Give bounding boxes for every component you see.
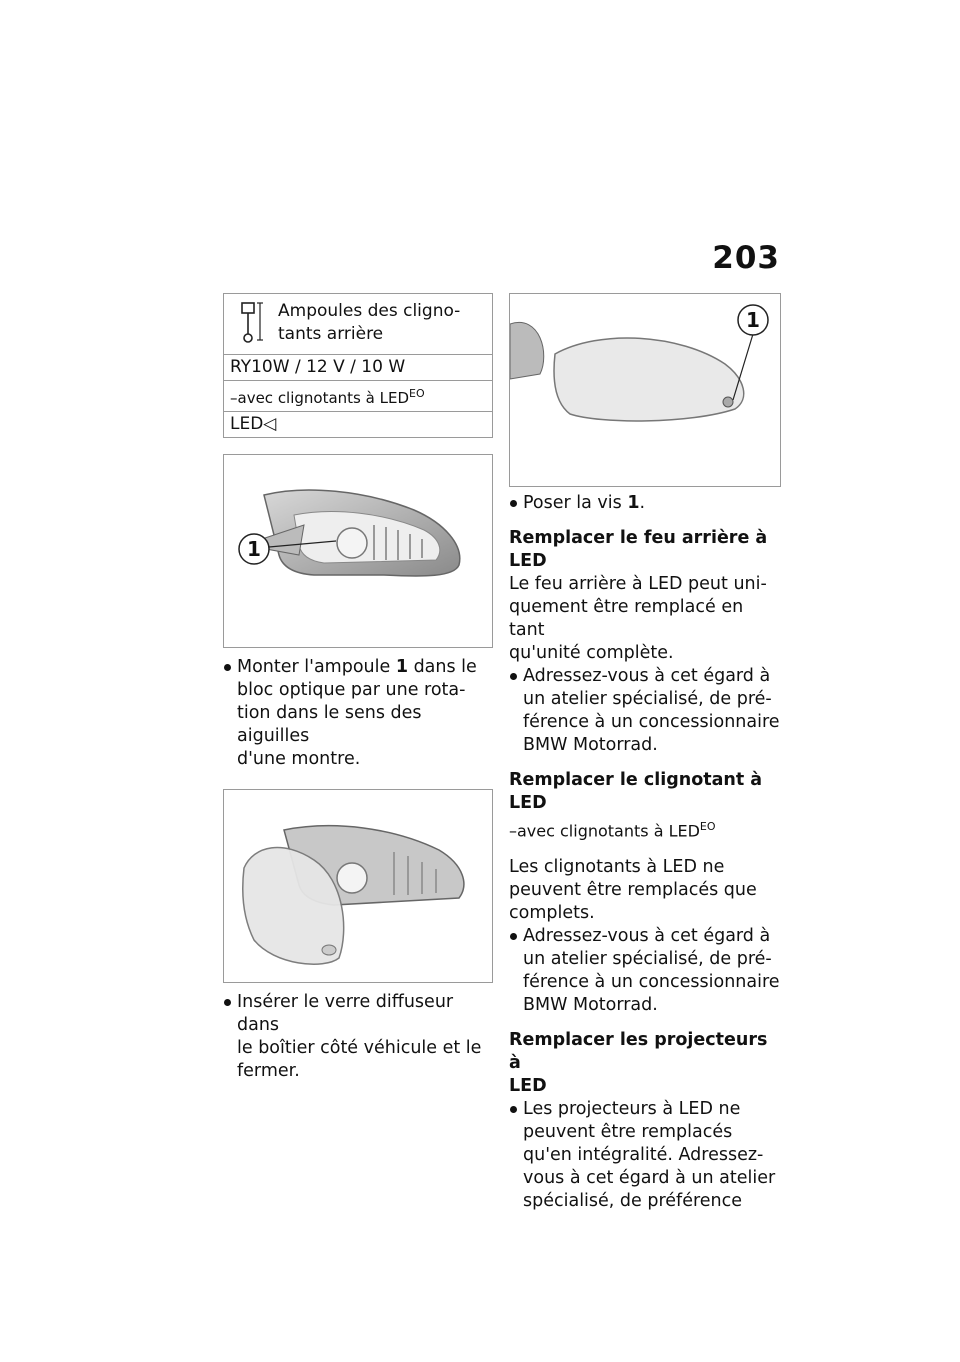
step1-line1: dans le bbox=[408, 657, 477, 677]
b2-line4: BMW Motorrad. bbox=[523, 995, 658, 1016]
b3-line5: spécialisé, de préférence bbox=[523, 1191, 743, 1212]
bullet-headlights-replace bbox=[509, 1098, 781, 1213]
para-rear-light-led bbox=[509, 573, 781, 665]
figure-diffuser-insertion bbox=[223, 789, 493, 983]
p1-line2: quement être remplacé en tant bbox=[509, 597, 744, 640]
led-variant-sup: EO bbox=[409, 387, 425, 400]
diffuser-insertion-illustration bbox=[224, 790, 492, 982]
led-variant-text: –avec clignotants à LED bbox=[230, 389, 409, 407]
p1-line1: Le feu arrière à LED peut uni- bbox=[509, 574, 767, 594]
step-screw-callout-ref: 1 bbox=[627, 493, 640, 513]
b2-line3: férence à un concessionnaire bbox=[523, 972, 780, 993]
step-insert-diffuser bbox=[223, 991, 493, 1083]
screw-mounting-illustration bbox=[510, 294, 780, 486]
para-turn-signal-led bbox=[509, 856, 781, 925]
h1-line2: LED bbox=[509, 551, 547, 571]
p1-line3: qu'unité complète. bbox=[509, 643, 674, 663]
p2-line3: complets. bbox=[509, 903, 595, 924]
h1-line1: Remplacer le feu arrière à bbox=[509, 528, 768, 548]
step1-callout-ref: 1 bbox=[395, 657, 409, 677]
figure-screw-mounting bbox=[509, 293, 781, 487]
b2-line1: Adressez-vous à cet égard à bbox=[523, 926, 771, 947]
b3-line4: vous à cet égard à un atelier bbox=[523, 1168, 776, 1189]
step1-pre: Monter l'ampoule bbox=[237, 657, 396, 677]
turn-signal-variant-sup: EO bbox=[699, 820, 716, 833]
step2-line2: le boîtier côté véhicule et le bbox=[237, 1038, 482, 1058]
spec-table-header bbox=[224, 294, 492, 355]
step-screw-post: . bbox=[639, 493, 646, 513]
heading-headlights-led bbox=[509, 1029, 781, 1098]
fig1-callout: 1 bbox=[247, 537, 261, 561]
spec-row-led-end: LED◁ bbox=[230, 414, 277, 434]
b1-line4: BMW Motorrad. bbox=[523, 735, 658, 755]
step2-line1: Insérer le verre diffuseur dans bbox=[237, 992, 454, 1035]
right-column bbox=[509, 293, 781, 1213]
spec-table-title bbox=[278, 300, 460, 346]
turn-signal-variant-text: –avec clignotants à LED bbox=[509, 821, 700, 841]
heading-rear-light-led bbox=[509, 527, 781, 573]
b2-line2: un atelier spécialisé, de pré- bbox=[523, 949, 772, 970]
spec-title-line2: tants arrière bbox=[278, 324, 384, 344]
bulb-spec-table bbox=[223, 293, 493, 438]
heading-turn-signal-led: Remplacer le clignotant à LED bbox=[509, 770, 763, 813]
b1-line2: un atelier spécialisé, de pré- bbox=[523, 689, 772, 709]
figure-bulb-insertion bbox=[223, 454, 493, 648]
b3-line2: peuvent être remplacés bbox=[523, 1122, 733, 1143]
b1-line3: férence à un concessionnaire bbox=[523, 712, 780, 732]
step-install-screw bbox=[509, 492, 781, 515]
p2-line2: peuvent être remplacés que bbox=[509, 880, 757, 901]
bulb-insertion-illustration bbox=[224, 455, 492, 647]
bullet-contact-workshop-1 bbox=[509, 665, 781, 757]
turn-signal-variant bbox=[509, 815, 781, 842]
spec-row-bulb-type: RY10W / 12 V / 10 W bbox=[224, 355, 492, 381]
bulb-spec-icon bbox=[238, 300, 266, 346]
spec-row-led-variant bbox=[224, 381, 492, 412]
step1-line3: tion dans le sens des aiguilles bbox=[237, 703, 422, 746]
h3-line2: LED bbox=[509, 1076, 547, 1097]
left-column bbox=[223, 293, 493, 1083]
bullet-contact-workshop-2 bbox=[509, 925, 781, 1017]
p2-line1: Les clignotants à LED ne bbox=[509, 857, 725, 878]
page-number: 203 bbox=[712, 240, 780, 276]
step-insert-bulb bbox=[223, 656, 493, 771]
step1-line4: d'une montre. bbox=[237, 749, 361, 769]
step1-line2: bloc optique par une rota- bbox=[237, 680, 466, 700]
b3-line1: Les projecteurs à LED ne bbox=[523, 1099, 741, 1120]
h3-line1: Remplacer les projecteurs à bbox=[509, 1030, 768, 1074]
b3-line3: qu'en intégralité. Adressez- bbox=[523, 1145, 764, 1166]
step-screw-pre: Poser la vis bbox=[523, 493, 628, 513]
step2-line3: fermer. bbox=[237, 1061, 300, 1081]
spec-title-line1: Ampoules des cligno- bbox=[278, 301, 461, 321]
fig3-callout: 1 bbox=[746, 308, 760, 332]
b1-line1: Adressez-vous à cet égard à bbox=[523, 666, 771, 686]
